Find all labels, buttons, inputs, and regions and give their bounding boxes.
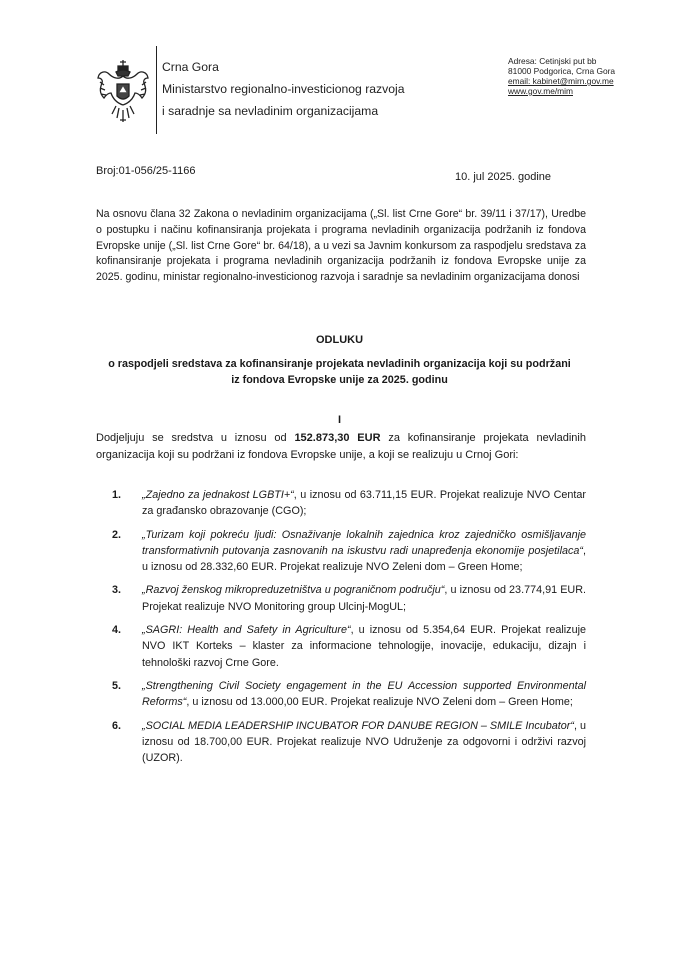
address-street: Adresa: Cetinjski put bb	[508, 56, 597, 66]
decision-subtitle	[0, 356, 679, 388]
document-date: 10. jul 2025. godine	[455, 171, 552, 183]
allocation-text-after: za kofinansiranje projekata nevladinih organizacija koji su podržani iz fondova Evropske unije, a koji se realizuju u Crnoj Gori:	[96, 432, 586, 461]
list-item	[112, 487, 586, 520]
item-number: 2.	[112, 528, 122, 541]
item-number: 6.	[112, 719, 122, 732]
project-details: , u iznosu od 63.711,15 EUR. Projekat realizuje NVO Centar za građansko obrazovanje (CGO);	[142, 489, 586, 518]
list-item	[112, 622, 586, 671]
project-title: „SOCIAL MEDIA LEADERSHIP INCUBATOR FOR DANUBE REGION – SMILE Incubator“	[142, 719, 574, 732]
decision-title: ODLUKU	[315, 334, 364, 346]
project-details: , u iznosu od 13.000,00 EUR. Projekat realizuje NVO Zeleni dom – Green Home;	[186, 696, 573, 709]
ministry-name-line-2: i saradnje sa nevladinim organizacijama	[162, 104, 379, 118]
address-city: 81000 Podgorica, Crna Gora	[508, 66, 616, 76]
allocation-paragraph	[96, 430, 586, 464]
project-title: „Zajedno za jednakost LGBTI+“	[142, 489, 294, 501]
project-list	[112, 487, 586, 773]
ministry-name	[162, 56, 405, 122]
contact-address	[508, 56, 615, 96]
list-item	[112, 718, 586, 767]
project-details: , u iznosu od 23.774,91 EUR. Projekat realizuje NVO Monitoring group Ulcinj-MogUL;	[142, 584, 586, 613]
item-number: 5.	[112, 679, 122, 692]
item-number: 1.	[112, 489, 122, 501]
project-details: , u iznosu od 5.354,64 EUR. Projekat realizuje NVO IKT Korteks – klaster za informacione tehnologije, inovacije, edukaciju, dizajn i tehnološki razvoj Crne Gore.	[142, 624, 586, 669]
email-link[interactable]: email: kabinet@mirn.gov.me	[508, 76, 614, 86]
project-title: „Turizam koji pokreću ljudi: Osnaživanje lokalnih zajednica kroz zajedničko osmišljavanje transformativnih putovanja zasnovanih na iskustvu radi unapređenja ekonomije posjetilaca“	[142, 528, 586, 557]
country-name: Crna Gora	[162, 60, 219, 74]
section-number: I	[337, 414, 342, 426]
project-title: „SAGRI: Health and Safety in Agriculture“	[142, 624, 351, 637]
header-divider	[156, 46, 157, 134]
list-item	[112, 582, 586, 615]
allocation-text-before: Dodjeljuju se sredstva u iznosu od	[96, 432, 295, 444]
document-reference-number: Broj:01-056/25-1166	[96, 165, 196, 177]
project-details: , u iznosu od 18.700,00 EUR. Projekat realizuje NVO Udruženje za odgovorni i održivi razvoj (UZOR).	[142, 719, 586, 765]
list-item	[112, 678, 586, 711]
decision-subtitle-text: o raspodjeli sredstava za kofinansiranje projekata nevladinih organizacija koji su podržani iz fondova Evropske unije za 2025. godinu	[108, 358, 571, 386]
list-item	[112, 527, 586, 576]
project-details: , u iznosu od 28.332,60 EUR. Projekat realizuje NVO Zeleni dom – Green Home;	[142, 544, 586, 574]
total-amount: 152.873,30 EUR	[294, 432, 381, 444]
project-title: „Razvoj ženskog mikropreduzetništva u pograničnom području“	[142, 584, 445, 597]
item-number: 3.	[112, 584, 122, 597]
website-link[interactable]: www.gov.me/mim	[508, 86, 573, 96]
legal-basis-paragraph: Na osnovu člana 32 Zakona o nevladinim organizacijama („Sl. list Crne Gore“ br. 39/11 i 37/17), Uredbe o postupku i načinu kofinansiranja projekata i programa nevladinih organizacija podržanih iz fondova Evropske unije („Sl. list Crne Gore“ br. 64/18), a u vezi sa Javnim konkursom za raspodjelu sredstava za kofinansiranje projekata i programa nevladinih organizacija podržanih iz fondova Evropske unije za 2025. godinu, ministar regionalno-investicionog razvoja i saradnje sa nevladinim organizacijama donosi	[96, 208, 586, 284]
project-title: „Strengthening Civil Society engagement in the EU Accession supported Environmental Reforms“	[142, 679, 586, 709]
coat-of-arms-emblem	[96, 58, 150, 124]
item-number: 4.	[112, 624, 122, 637]
ministry-name-line-1: Ministarstvo regionalno-investicionog razvoja	[162, 82, 405, 96]
